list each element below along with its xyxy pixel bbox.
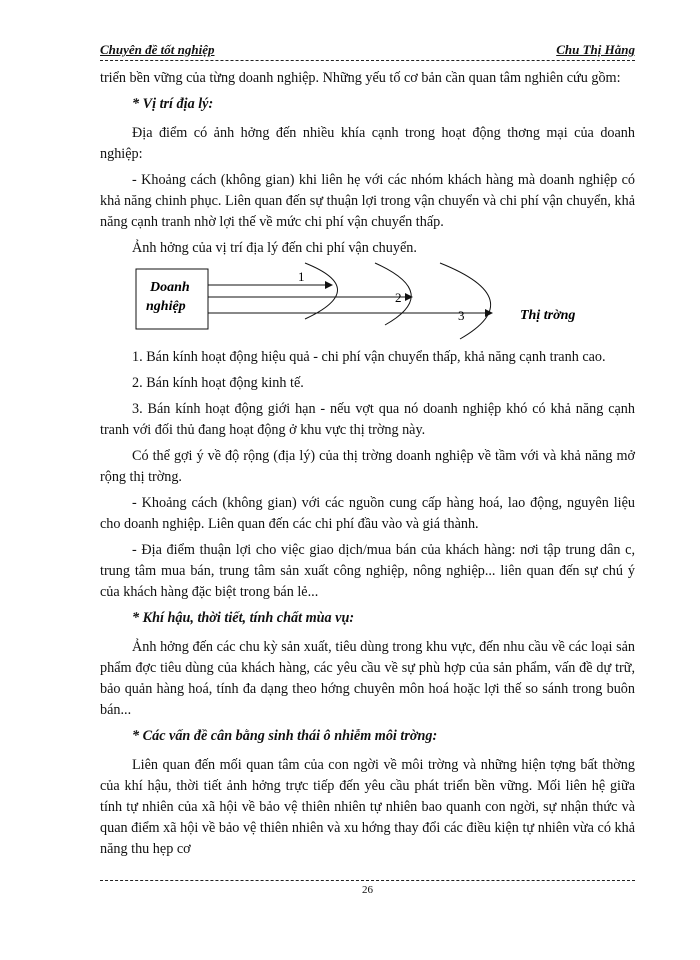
- header-document-title: Chuyên đề tốt nghiệp: [100, 42, 215, 57]
- box-label-line2: nghiệp: [146, 299, 186, 314]
- paragraph: Có thể gợi ý về độ rộng (địa lý) của thị trờng doanh nghiệp về tầm với và khả năng mở rộng thị trờng.: [100, 448, 635, 485]
- box-label-line1: Doanh: [150, 280, 190, 295]
- page-content: [100, 68, 635, 865]
- page-footer: [100, 880, 635, 896]
- paragraph: Ảnh hởng đến các chu kỳ sản xuất, tiêu dùng trong khu vực, đến nhu cầu về các loại sản phẩm đợc tiêu dùng của khách hàng, các yêu cầu về sự phù hợp của sản phẩm, vấn đề dự trữ, bảo quản hàng hoá, tính đa dạng theo hớng chuyên môn hoá hoặc lợi thế so sánh trong buôn bán...: [100, 639, 635, 718]
- paragraph: 3. Bán kính hoạt động giới hạn - nếu vợt qua nó doanh nghiệp khó có khả năng cạnh tranh với đối thủ đang hoạt động ở khu vực thị trờng này.: [100, 401, 635, 438]
- diagram-caption: Ảnh hởng của vị trí địa lý đến chi phí vận chuyển.: [132, 240, 417, 256]
- radius-arc-3: [440, 263, 491, 339]
- transport-radius-diagram: [100, 261, 635, 341]
- paragraph: 1. Bán kính hoạt động hiệu quả - chi phí vận chuyển thấp, khả năng cạnh tranh cao.: [132, 349, 606, 365]
- paragraph: - Địa điểm thuận lợi cho việc giao dịch/mua bán của khách hàng: nơi tập trung dân c, trung tâm mua bán, trung tâm sản xuất công nghiệp, nông nghiệp... liên quan đến sự chú ý của khách hàng đặc biệt trong bán lẻ...: [100, 542, 635, 600]
- radius-label-1: 1: [298, 269, 305, 284]
- diagram-canvas: [100, 261, 635, 341]
- radius-arc-2: [375, 263, 411, 325]
- paragraph: - Khoảng cách (không gian) với các nguồn cung cấp hàng hoá, lao động, nguyên liệu cho doanh nghiệp. Liên quan đến các chi phí đầu vào và giá thành.: [100, 495, 635, 532]
- paragraph: 2. Bán kính hoạt động kinh tế.: [132, 375, 304, 391]
- paragraph: Địa điểm có ảnh hởng đến nhiều khía cạnh trong hoạt động thơng mại của doanh nghiệp:: [100, 125, 635, 162]
- paragraph: - Khoảng cách (không gian) khi liên hẹ với các nhóm khách hàng mà doanh nghiệp có khả năng chinh phục. Liên quan đến sự thuận lợi trong vận chuyển và chi phí vận chuyển, khả năng cạnh tranh nhờ lợi thế về mức chi phí vận chuyển thấp.: [100, 172, 635, 230]
- market-label: Thị trờng: [520, 308, 576, 323]
- paragraph: Liên quan đến mối quan tâm của con ngời về môi trờng và những hiện tợng bất thờng của khí hậu, thời tiết ảnh hởng trực tiếp đến yêu cầu phát triển bền vững. Mối liên hệ giữa tính tự nhiên của xã hội về bảo vệ thiên nhiên tự nhiên bao quanh con ngời, sự nhận thức và quan điểm xã hội về bảo vệ thiên nhiên và xu hớng thay đổi các điều kiện tự nhiên vừa có khả năng thu hẹp cơ: [100, 757, 635, 857]
- page-header: [100, 38, 635, 61]
- radius-arc-1: [305, 263, 338, 319]
- section-heading-location: * Vị trí địa lý:: [132, 96, 214, 112]
- page-number: 26: [362, 884, 373, 896]
- radius-label-3: 3: [458, 308, 465, 323]
- radius-label-2: 2: [395, 290, 402, 305]
- paragraph: triển bền vững của từng doanh nghiệp. Những yếu tố cơ bản cần quan tâm nghiên cứu gồm:: [100, 70, 621, 86]
- header-author: Chu Thị Hằng: [556, 42, 635, 57]
- section-heading-climate: * Khí hậu, thời tiết, tính chất mùa vụ:: [132, 610, 355, 626]
- section-heading-ecology: * Các vấn đề cân bằng sinh thái ô nhiễm môi trờng:: [132, 728, 438, 744]
